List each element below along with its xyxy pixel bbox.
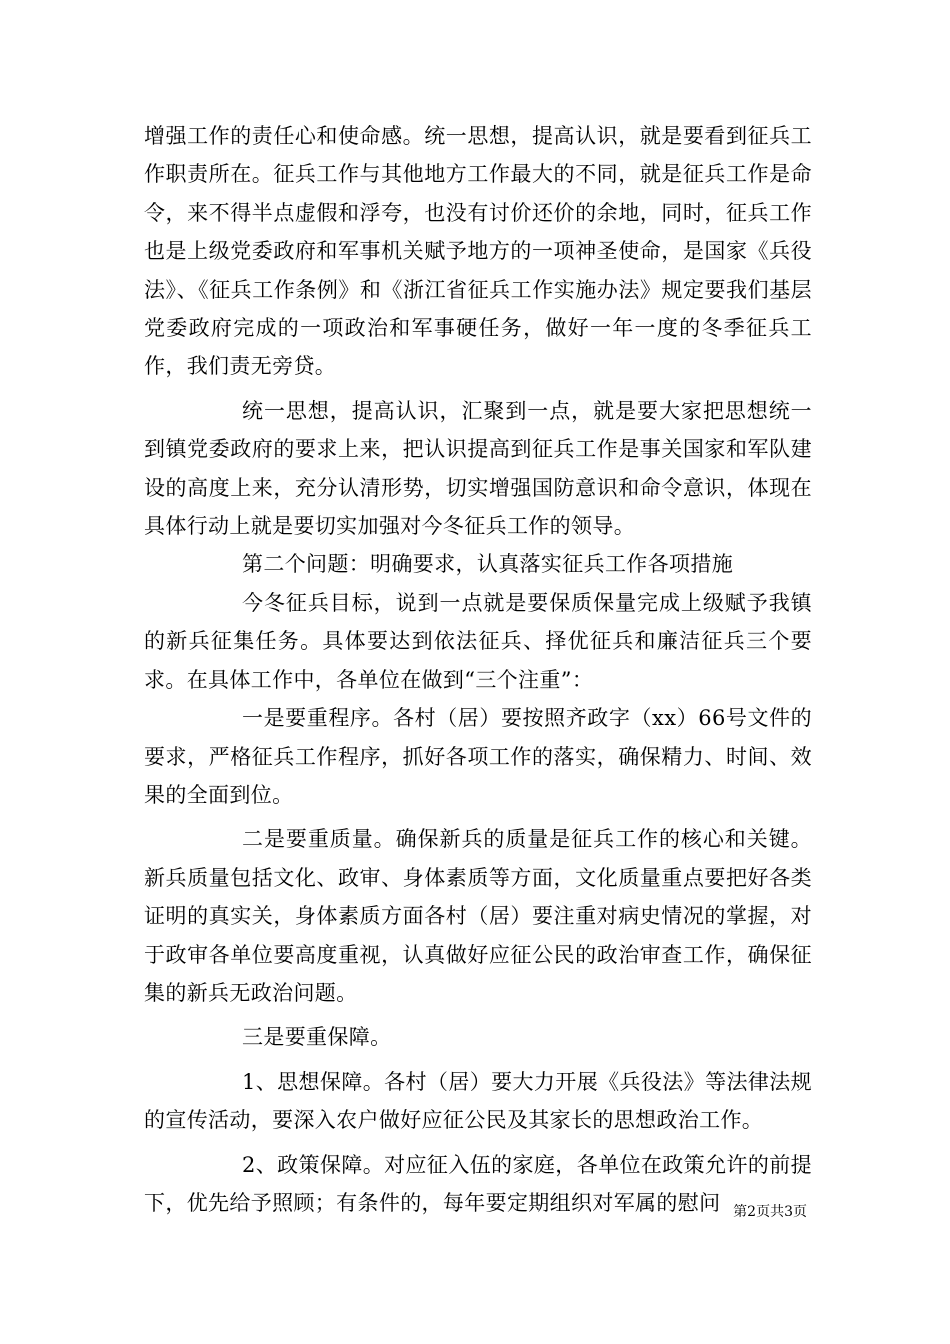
paragraph-3: 今冬征兵目标，说到一点就是要保质保量完成上级赋予我镇的新兵征集任务。具体要达到依法征兵、择优征兵和廉洁征兵三个要求。在具体工作中，各单位在做到“三个注重”： — [144, 590, 812, 692]
paragraph-2: 统一思想，提高认识，汇聚到一点，就是要大家把思想统一到镇党委政府的要求上来，把认识提高到征兵工作是事关国家和军队建设的高度上来，充分认清形势，切实增强国防意识和命令意识，体现在具体行动上就是要切实加强对今冬征兵工作的领导。 — [144, 398, 812, 539]
page-number-footer: 第2页共3页 — [733, 1204, 807, 1220]
document-body — [144, 117, 812, 1222]
paragraph-1: 增强工作的责任心和使命感。统一思想，提高认识，就是要看到征兵工作职责所在。征兵工作与其他地方工作最大的不同，就是征兵工作是命令，来不得半点虚假和浮夸，也没有讨价还价的余地，同时，征兵工作也是上级党委政府和军事机关赋予地方的一项神圣使命，是国家《兵役法》、《征兵工作条例》和《浙江省征兵工作实施办法》规定要我们基层党委政府完成的一项政治和军事硬任务，做好一年一度的冬季征兵工作，我们责无旁贷。 — [144, 124, 812, 379]
paragraph-6: 三是要重保障。 — [242, 1025, 392, 1050]
paragraph-4: 一是要重程序。各村（居）要按照齐政字（xx）66号文件的要求，严格征兵工作程序，抓好各项工作的落实，确保精力、时间、效果的全面到位。 — [144, 706, 812, 807]
paragraph-7: 1、思想保障。各村（居）要大力开展《兵役法》等法律法规的宣传活动，要深入农户做好应征公民及其家长的思想政治工作。 — [144, 1069, 812, 1133]
section-heading: 第二个问题：明确要求，认真落实征兵工作各项措施 — [242, 552, 734, 577]
paragraph-5: 二是要重质量。确保新兵的质量是征兵工作的核心和关键。新兵质量包括文化、政审、身体素质等方面，文化质量重点要把好各类证明的真实关，身体素质方面各村（居）要注重对病史情况的掌握，对于政审各单位要高度重视，认真做好应征公民的政治审查工作，确保征集的新兵无政治问题。 — [144, 827, 812, 1005]
paragraph-8: 2、政策保障。对应征入伍的家庭，各单位在政策允许的前提下，优先给予照顾；有条件的，每年要定期组织对军属的慰问 — [144, 1152, 812, 1215]
